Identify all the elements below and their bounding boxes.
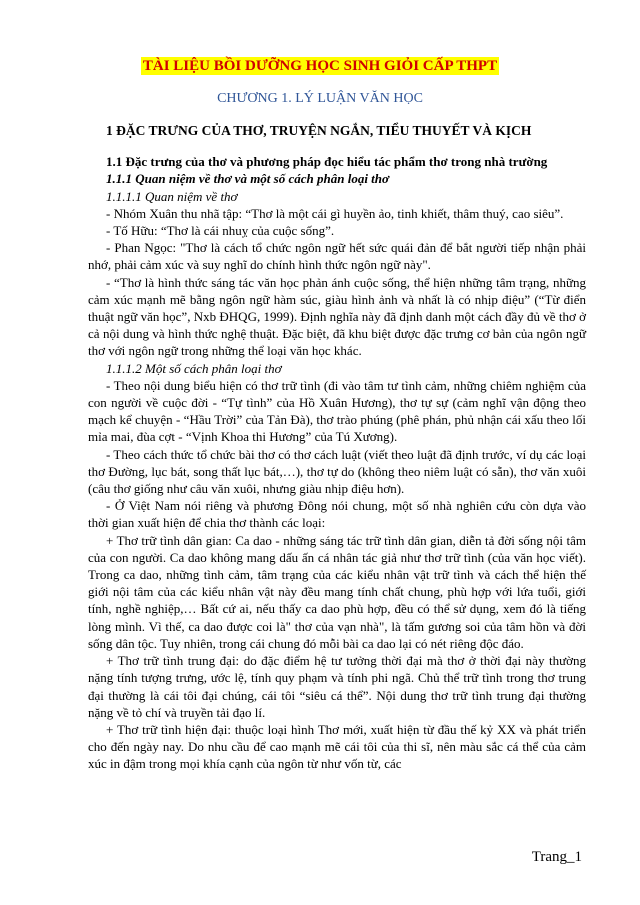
paragraph: + Thơ trữ tình dân gian: Ca dao - những sáng tác trữ tình dân gian, diễn tả đời sống nội tâm của con người. Ca dao không mang dấu ấn cá nhân tác giả như thơ trữ tình (của văn học viết). Trong ca dao, những tình cảm, tâm trạng của các kiểu nhân vật trữ tình và cách thể hiện thế giới nội tâm của các kiểu nhân vật này đều mang tính chất chung, phù hợp với lứa tuổi, giới tính, nghề nghiệp,… Bất cứ ai, nếu thấy ca dao phù hợp, đều có thể sử dụng, xem đó là tiếng lòng mình. Vì thế, ca dao được coi là" thơ của vạn nhà", là tấm gương soi của tâm hồn và đời sống dân tộc. Tuy nhiên, trong cái chung đó mỗi bài ca dao lại có nét riêng độc đáo. bbox=[88, 532, 586, 651]
section-heading-1-1-1-1: 1.1.1.1 Quan niệm về thơ bbox=[106, 188, 238, 204]
paragraph: + Thơ trữ tình hiện đại: thuộc loại hình Thơ mới, xuất hiện từ đầu thế kỷ XX và phát triển cho đến ngày nay. Do nhu cầu để cao mạnh mẽ cái tôi của thi sĩ, nên màu sắc cá thể của cảm xúc in đậm trong mọi khía cạnh của ngôn từ như vốn từ, các bbox=[88, 721, 586, 772]
section-heading-1-1-1-2: 1.1.1.2 Một số cách phân loại thơ bbox=[106, 360, 282, 376]
paragraph: - Phan Ngọc: "Thơ là cách tổ chức ngôn ngữ hết sức quái đản để bắt người tiếp nhận phải nhớ, phải cảm xúc và suy nghĩ do chính hình thức ngôn ngữ này". bbox=[88, 240, 586, 273]
paragraph: - Tố Hữu: “Thơ là cái nhuỵ của cuộc sống”. bbox=[106, 223, 335, 239]
document-title: TÀI LIỆU BỒI DƯỠNG HỌC SINH GIỎI CẤP THPT bbox=[142, 58, 498, 74]
paragraph: + Thơ trữ tình trung đại: do đặc điểm hệ tư tưởng thời đại mà thơ ở thời đại này thường nặng tính tượng trưng, ước lệ, tính quy phạm và tính phi ngã. Chủ thể trữ tình trong thơ trung đại thường là cái tôi đại chúng, cái tôi “siêu cá thể”. Nội dung thơ trữ tình trung đại thường nặng về tỏ chí và truyền tải đạo lí. bbox=[88, 653, 586, 720]
chapter-heading: CHƯƠNG 1. LÝ LUẬN VĂN HỌC bbox=[217, 91, 423, 106]
paragraph: - Nhóm Xuân thu nhã tập: “Thơ là một cái gì huyền ảo, tinh khiết, thâm thuý, cao siêu”. bbox=[106, 205, 564, 221]
document-body bbox=[88, 120, 586, 773]
title-container bbox=[0, 57, 640, 75]
paragraph: - Theo cách thức tổ chức bài thơ có thơ cách luật (viết theo luật đã định trước, ví dụ các loại thơ Đường, lục bát, song thất lục bát,…), thơ tự do (không theo niêm luật có sẵn), thơ văn xuôi (câu thơ giống như câu văn xuôi, nhưng giàu nhịp điệu hơn). bbox=[88, 446, 586, 497]
paragraph: - Theo nội dung biểu hiện có thơ trữ tình (đi vào tâm tư tình cảm, những chiêm nghiệm của con người về cuộc đời - “Tự tình” của Hồ Xuân Hương), thơ tự sự (cảm nghĩ vận động theo mạch kể chuyện - “Hầu Trời” của Tản Đà), thơ trào phúng (phê phán, phủ nhận cái xấu theo lối mỉa mai, đùa cợt - “Vịnh Khoa thi Hương” của Tú Xương). bbox=[88, 377, 586, 445]
page-number: Trang_1 bbox=[531, 849, 582, 865]
paragraph: - “Thơ là hình thức sáng tác văn học phản ánh cuộc sống, thể hiện những tâm trạng, những cảm xúc mạnh mẽ bằng ngôn ngữ hàm súc, giàu hình ảnh và nhất là có nhịp điệu” (“Từ điển thuật ngữ văn học”, Nxb ĐHQG, 1999). Định nghĩa này đã định danh một cách đầy đủ về thơ ở cả nội dung và hình thức nghệ thuật. Đặc biệt, đã khu biệt được đặc trưng cơ bản của ngôn ngữ thơ với ngôn ngữ trong những thể loại văn học khác. bbox=[88, 274, 586, 359]
paragraph: - Ở Việt Nam nói riêng và phương Đông nói chung, một số nhà nghiên cứu còn dựa vào thời gian xuất hiện để chia thơ thành các loại: bbox=[88, 498, 586, 531]
section-heading-1: 1 ĐẶC TRƯNG CỦA THƠ, TRUYỆN NGẮN, TIỂU THUYẾT VÀ KỊCH bbox=[106, 123, 532, 138]
section-heading-1-1: 1.1 Đặc trưng của thơ và phương pháp đọc hiểu tác phẩm thơ trong nhà trường bbox=[106, 154, 548, 170]
section-heading-1-1-1: 1.1.1 Quan niệm về thơ và một số cách phân loại thơ bbox=[106, 171, 390, 187]
